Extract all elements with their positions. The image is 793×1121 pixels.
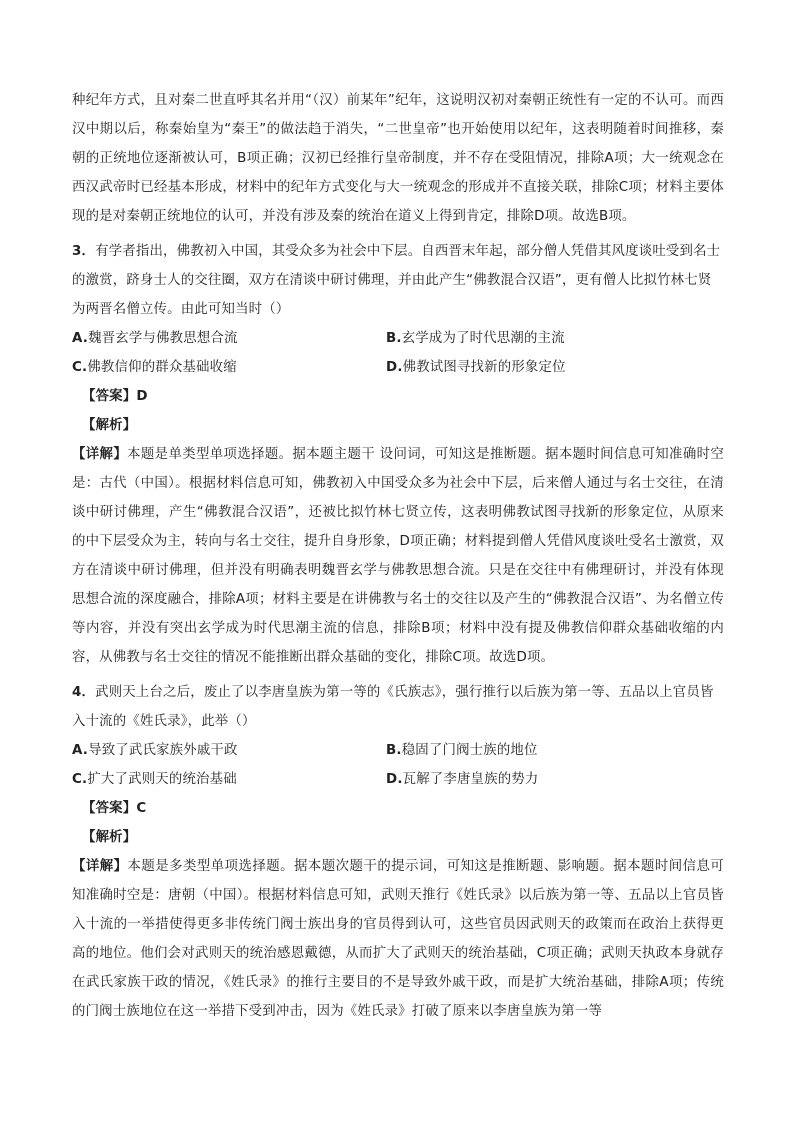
option-letter: C. [72, 772, 88, 787]
option-b [386, 324, 724, 353]
detail-label: 【详解】 [72, 447, 128, 462]
answer-line [72, 794, 724, 823]
answer-value: D [136, 389, 148, 404]
document-page [72, 86, 724, 1026]
detail-label: 【详解】 [72, 859, 128, 874]
option-letter: D. [386, 772, 403, 787]
analysis-label: 【解析】 [82, 830, 137, 845]
question-3 [72, 237, 724, 672]
option-text: 佛教试图寻找新的形象定位 [402, 360, 566, 375]
option-letter: B. [386, 331, 402, 346]
option-d [386, 353, 724, 382]
option-letter: C. [72, 360, 88, 375]
option-letter: D. [386, 360, 403, 375]
analysis-label: 【解析】 [82, 418, 137, 433]
option-a [72, 324, 386, 353]
question-stem [72, 237, 724, 324]
detail-text: 本题是多类型单项选择题。据本题次题干的提示词，可知这是推断题、影响题。据本题时间信息可知准确时空是：唐朝（中国）。根据材料信息可知，武则天推行《姓氏录》以后族为第一等、五品以上官员皆入十流的一举措使得更多非传统门阀士族出身的官员得到认可，这些官员因武则天的政策而在政治上获得更高的地位。他们会对武则天的统治感恩戴德，从而扩大了武则天的统治基础，C项正确；武则天执政本身就存在武氏家族干政的情况，《姓氏录》的推行主要目的不是导致外戚干政，而是扩大统治基础，排除A项；传统的门阀士族地位在这一举措下受到冲击，因为《姓氏录》打破了原来以李唐皇族为第一等 [72, 859, 724, 1019]
option-text: 魏晋玄学与佛教思想合流 [88, 331, 238, 346]
detail-text: 本题是单类型单项选择题。据本题主题干 设问词，可知这是推断题。据本题时间信息可知准确时空是：古代（中国）。根据材料信息可知，佛教初入中国受众多为社会中下层，后来僧人通过与名士交往，在清谈中研讨佛理，产生“佛教混合汉语”，还被比拟竹林七贤立传，这表明佛教试图寻找新的形象定位，从原来的中下层受众为主，转向与名士交往，提升自身形象，D项正确；材料提到僧人凭借风度谈吐受名士激赏，双方在清谈中研讨佛理，但并没有明确表明魏晋玄学与佛教思想合流。只是在交往中有佛理研讨，并没有体现思想合流的深度融合，排除A项；材料主要是在讲佛教与名士的交往以及产生的“佛教混合汉语”、为名僧立传等内容，并没有突出玄学成为时代思潮主流的信息，排除B项；材料中没有提及佛教信仰群众基础收缩的内容，从佛教与名士交往的情况不能推断出群众基础的变化，排除C项。故选D项。 [72, 447, 724, 665]
option-text: 导致了武氏家族外戚干政 [88, 743, 238, 758]
option-text: 扩大了武则天的统治基础 [87, 772, 237, 787]
option-letter: B. [386, 743, 402, 758]
detail-paragraph [72, 440, 724, 672]
option-letter: A. [72, 743, 89, 758]
question-number: 4． [72, 685, 96, 700]
option-letter: A. [72, 331, 89, 346]
options [72, 736, 724, 794]
answer-label: 【答案】 [82, 389, 137, 404]
question-stem [72, 678, 724, 736]
options [72, 324, 724, 382]
option-c [72, 353, 386, 382]
answer-line [72, 382, 724, 411]
question-number: 3． [72, 244, 96, 259]
option-a [72, 736, 386, 765]
answer-label: 【答案】 [82, 801, 137, 816]
question-text: 武则天上台之后，废止了以李唐皇族为第一等的《氏族志》，强行推行以后族为第一等、五品以上官员皆入十流的《姓氏录》，此举（） [72, 685, 714, 729]
question-4 [72, 678, 724, 1026]
option-text: 玄学成为了时代思潮的主流 [401, 331, 565, 346]
option-b [386, 736, 724, 765]
intro-paragraph: 种纪年方式，且对秦二世直呼其名并用“（汉）前某年”纪年，这说明汉初对秦朝正统性有一定的不认可。而西汉中期以后，称秦始皇为“秦王”的做法趋于消失，“二世皇帝”也开始使用以纪年，这表明随着时间推移，秦朝的正统地位逐渐被认可，B项正确；汉初已经推行皇帝制度，并不存在受阻情况，排除A项；大一统观念在西汉武帝时已经基本形成，材料中的纪年方式变化与大一统观念的形成并不直接关联，排除C项；材料主要体现的是对秦朝正统地位的认可，并没有涉及秦的统治在道义上得到肯定，排除D项。故选B项。 [72, 93, 724, 224]
question-text: 有学者指出，佛教初入中国，其受众多为社会中下层。自西晋末年起，部分僧人凭借其风度谈吐受到名士的激赏，跻身士人的交往圈，双方在清谈中研讨佛理，并由此产生“佛教混合汉语”，更有僧人比拟竹林七贤为两晋名僧立传。由此可知当时（） [72, 244, 721, 317]
option-c [72, 765, 386, 794]
answer-value: C [136, 801, 147, 816]
option-d [386, 765, 724, 794]
detail-paragraph [72, 852, 724, 1026]
option-text: 佛教信仰的群众基础收缩 [87, 360, 237, 375]
option-text: 瓦解了李唐皇族的势力 [402, 772, 539, 787]
option-text: 稳固了门阀士族的地位 [401, 743, 538, 758]
